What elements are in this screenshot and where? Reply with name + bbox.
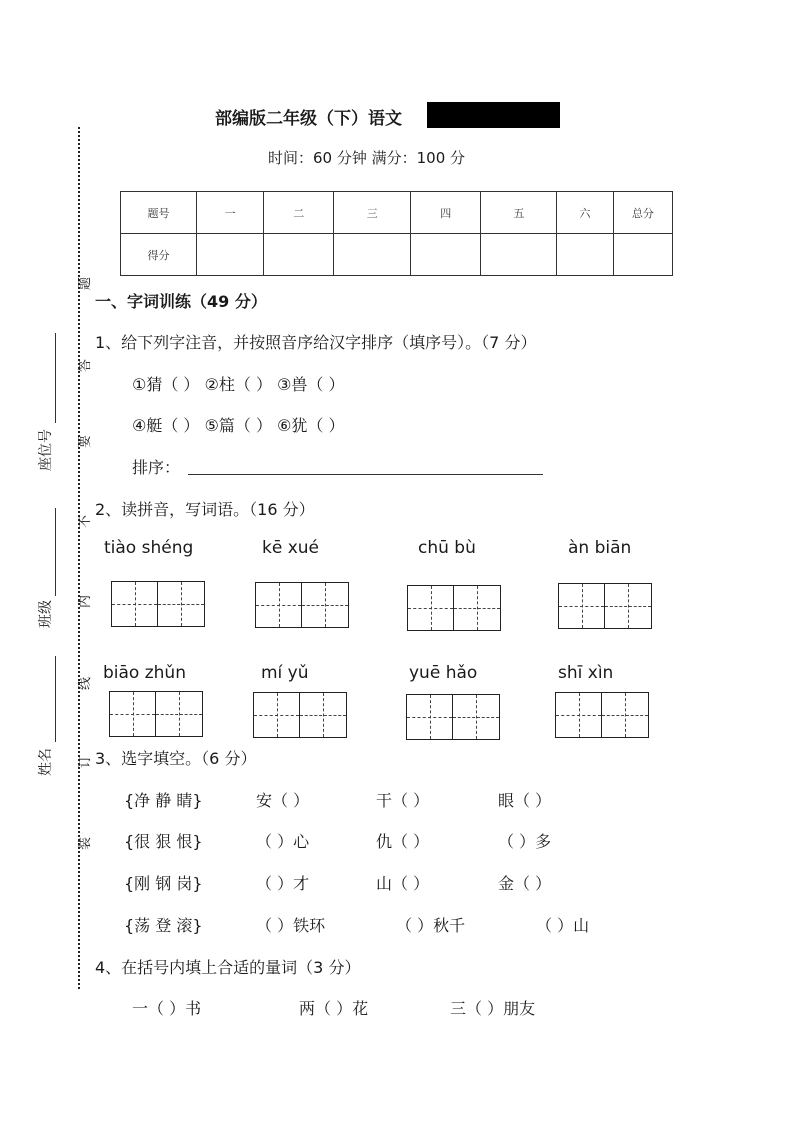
- table-header-cell: 一: [197, 192, 264, 234]
- margin-char: 不: [78, 514, 94, 529]
- margin-char: 答: [78, 358, 94, 373]
- question-prompt: 3、选字填空。（6 分）: [95, 749, 257, 768]
- fill-blank: 两（ ）花: [299, 999, 369, 1018]
- question-prompt: 1、给下列字注音，并按照音序给汉字排序（填序号）。（7 分）: [95, 333, 537, 352]
- section-heading: 一、字词训练（49 分）: [95, 292, 267, 311]
- fill-blank: 仇（ ）: [376, 832, 430, 851]
- name-label: 姓名: [38, 748, 54, 776]
- fill-blank: （ ）多: [498, 832, 552, 851]
- fill-blank: 眼（ ）: [498, 791, 552, 810]
- fill-blank: 干（ ）: [376, 791, 430, 810]
- writing-grid[interactable]: [253, 692, 347, 738]
- fill-blank: 金（ ）: [498, 874, 552, 893]
- table-header-cell: 题号: [121, 192, 197, 234]
- writing-grid[interactable]: [407, 585, 501, 631]
- table-header-cell: 四: [411, 192, 481, 234]
- score-cell[interactable]: [264, 234, 334, 276]
- fill-blank: 山（ ）: [376, 874, 430, 893]
- fill-blank: 安（ ）: [256, 791, 310, 810]
- writing-grid[interactable]: [406, 694, 500, 740]
- score-cell[interactable]: [557, 234, 613, 276]
- char-choices: {很 狠 恨}: [124, 832, 203, 851]
- margin-char: 内: [78, 594, 94, 609]
- redaction-block: [427, 102, 560, 128]
- pinyin-word: kē xué: [262, 538, 320, 558]
- score-cell[interactable]: [613, 234, 672, 276]
- fill-blank: （ ）心: [256, 832, 310, 851]
- name-line: [55, 656, 56, 742]
- exam-title: 部编版二年级（下）语文: [215, 109, 402, 129]
- pinyin-word: tiào shéng: [104, 538, 194, 558]
- fill-blank: 三（ ）朋友: [450, 999, 536, 1018]
- sort-answer-line[interactable]: [188, 474, 543, 475]
- table-header-cell: 总分: [613, 192, 672, 234]
- score-cell[interactable]: [334, 234, 411, 276]
- fill-blank: 一（ ）书: [132, 999, 202, 1018]
- margin-char: 题: [78, 276, 94, 291]
- pinyin-word: mí yǔ: [261, 663, 309, 683]
- sort-label: 排序：: [132, 458, 181, 477]
- margin-char: 要: [78, 434, 94, 449]
- pinyin-word: shī xìn: [558, 663, 614, 683]
- table-row-label: 得分: [121, 234, 197, 276]
- margin-char: 线: [78, 676, 94, 691]
- class-label: 班级: [38, 600, 54, 628]
- class-line: [55, 508, 56, 596]
- score-cell[interactable]: [481, 234, 557, 276]
- char-choices: {荡 登 滚}: [124, 916, 203, 935]
- pinyin-word: yuē hǎo: [409, 663, 478, 683]
- writing-grid[interactable]: [109, 691, 203, 737]
- writing-grid[interactable]: [558, 583, 652, 629]
- fill-blank: （ ）山: [536, 916, 590, 935]
- score-table: [120, 191, 673, 276]
- table-row: [121, 234, 673, 276]
- answer-row: ①猜（ ） ②柱（ ） ③兽（ ）: [132, 375, 345, 394]
- fill-blank: （ ）秋千: [396, 916, 466, 935]
- pinyin-word: biāo zhǔn: [103, 663, 186, 683]
- char-choices: {刚 钢 岗}: [124, 874, 203, 893]
- pinyin-word: àn biān: [568, 538, 632, 558]
- char-choices: {净 静 睛}: [124, 791, 203, 810]
- pinyin-word: chū bù: [418, 538, 476, 558]
- writing-grid[interactable]: [555, 692, 649, 738]
- fill-blank: （ ）铁环: [256, 916, 326, 935]
- seat-number-line: [55, 333, 56, 423]
- fill-blank: （ ）才: [256, 874, 310, 893]
- table-header-cell: 六: [557, 192, 613, 234]
- seat-number-label: 座位号: [38, 429, 54, 471]
- answer-row: ④艇（ ） ⑤篇（ ） ⑥犹（ ）: [132, 416, 345, 435]
- table-header-cell: 二: [264, 192, 334, 234]
- margin-char: 装: [78, 836, 94, 851]
- question-prompt: 2、读拼音，写词语。（16 分）: [95, 500, 315, 519]
- score-cell[interactable]: [197, 234, 264, 276]
- exam-time-score: 时间：60 分钟 满分：100 分: [268, 149, 466, 167]
- table-header-cell: 三: [334, 192, 411, 234]
- margin-char: 订: [78, 754, 94, 769]
- score-cell[interactable]: [411, 234, 481, 276]
- writing-grid[interactable]: [255, 582, 349, 628]
- table-row: [121, 192, 673, 234]
- table-header-cell: 五: [481, 192, 557, 234]
- binding-dotted-line: [78, 127, 80, 989]
- question-prompt: 4、在括号内填上合适的量词（3 分）: [95, 958, 361, 977]
- writing-grid[interactable]: [111, 581, 205, 627]
